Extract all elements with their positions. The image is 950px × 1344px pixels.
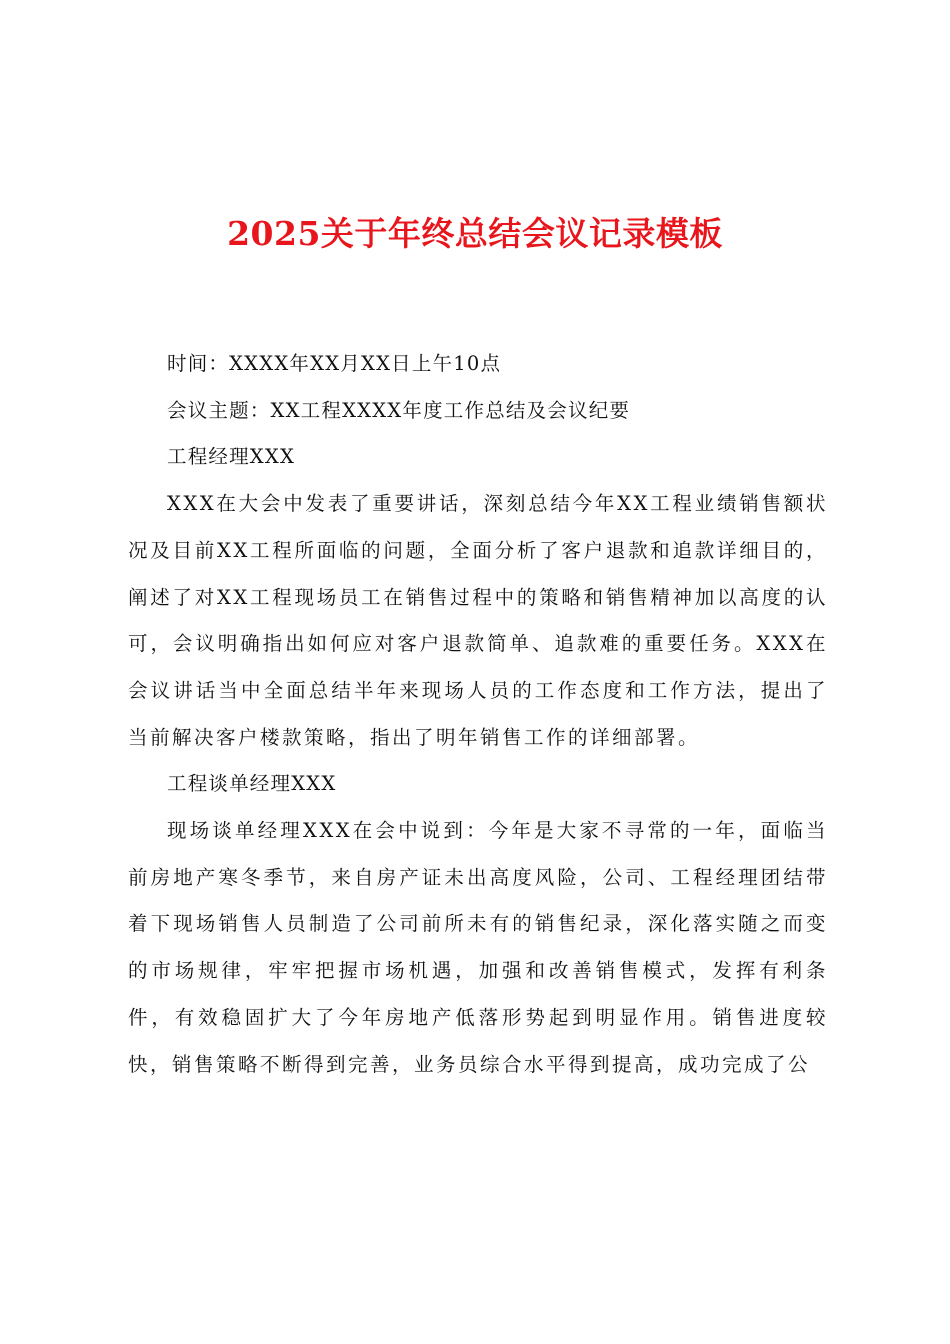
meeting-time-line: 时间：XXXX年XX月XX日上午10点 xyxy=(167,352,502,375)
document-body xyxy=(128,341,828,1088)
project-manager-speech-paragraph: XXX在大会中发表了重要讲话，深刻总结今年XX工程业绩销售额状况及目前XX工程所面临的问题，全面分析了客户退款和追款详细目的，阐述了对XX工程现场员工在销售过程中的策略和销售精神加以高度的认可，会议明确指出如何应对客户退款简单、追款难的重要任务。XXX在会议讲话当中全面总结半年来现场人员的工作态度和工作方法，提出了当前解决客户楼款策略，指出了明年销售工作的详细部署。 xyxy=(128,492,828,749)
speaker-heading-project-manager: 工程经理XXX xyxy=(167,445,296,469)
document-title: 2025关于年终总结会议记录模板 xyxy=(227,214,723,253)
sales-manager-speech-paragraph: 现场谈单经理XXX在会中说到：今年是大家不寻常的一年，面临当前房地产寒冬季节，来自房产证未出高度风险，公司、工程经理团结带着下现场销售人员制造了公司前所未有的销售纪录，深化落实随之而变的市场规律，牢牢把握市场机遇，加强和改善销售模式，发挥有利条件，有效稳固扩大了今年房地产低落形势起到明显作用。销售进度较快，销售策略不断得到完善，业务员综合水平得到提高，成功完成了公 xyxy=(128,819,828,1076)
meeting-topic-line: 会议主题：XX工程XXXX年度工作总结及会议纪要 xyxy=(167,398,631,422)
speaker-heading-sales-manager: 工程谈单经理XXX xyxy=(167,772,337,796)
